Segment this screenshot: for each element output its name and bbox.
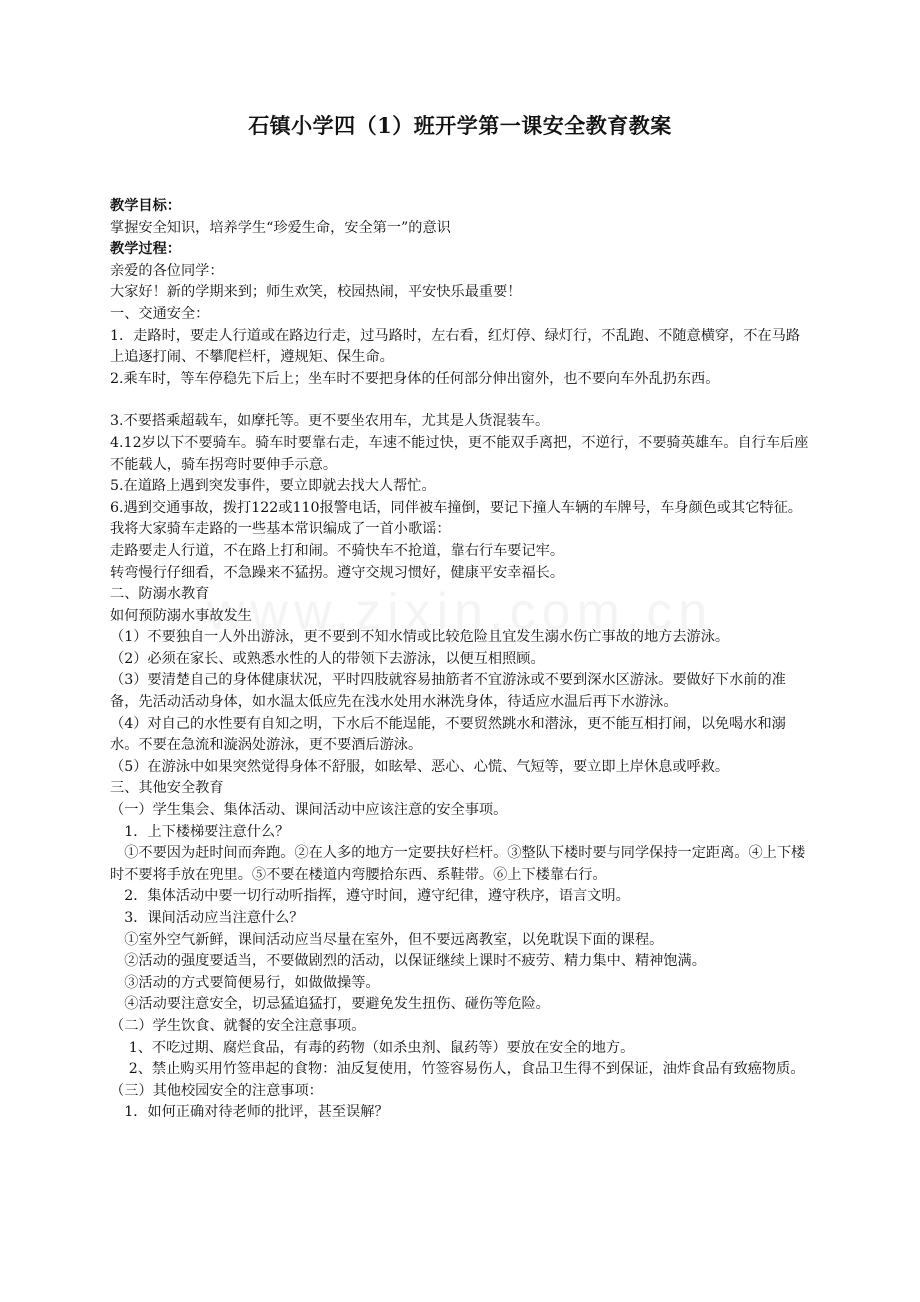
paragraph: 3．课间活动应当注意什么？ (110, 910, 304, 926)
paragraph: 1．上下楼梯要注意什么？ (110, 823, 290, 840)
paragraph: 大家好！新的学期来到；师生欢笑，校园热闹，平安快乐最重要！ (110, 284, 522, 301)
paragraph: （3）要清楚自己的身体健康状况，平时四肢就容易抽筋者不宜游泳或不要到深水区游泳。要做好下水前的准备，先活动活动身体，如水温太低应先在浅水处用水淋洗身体，待适应水温后再下水游泳。 (110, 672, 786, 711)
section-heading-other: 三、其他安全教育 (110, 780, 224, 797)
paragraph: 6.遇到交通事故，拨打122或110报警电话，同伴被车撞倒，要记下撞人车辆的车牌号，车身颜色或其它特征。我将大家骑车走路的一些基本常识编成了一首小歌谣： (110, 499, 802, 538)
paragraph: ③活动的方式要简便易行，如做做操等。 (110, 974, 380, 991)
paragraph: （一）学生集会、集体活动、课间活动中应该注意的安全事项。 (110, 802, 508, 819)
paragraph: 2．集体活动中要一切行动听指挥，遵守时间，遵守纪律，遵守秩序，语言文明。 (110, 888, 630, 905)
paragraph: 亲爱的各位同学： (110, 262, 224, 279)
paragraph: 转弯慢行仔细看，不急躁来不猛拐。遵守交规习惯好，健康平安幸福长。 (110, 564, 565, 581)
heading-teaching-process: 教学过程： (110, 241, 181, 258)
paragraph: （三）其他校园安全的注意事项： (110, 1082, 323, 1099)
paragraph: 2.乘车时，等车停稳先下后上；坐车时不要把身体的任何部分伸出窗外，也不要向车外乱扔东西。 (110, 370, 720, 387)
paragraph: ①室外空气新鲜，课间活动应当尽量在室外，但不要远离教室，以免耽误下面的课程。 (110, 931, 664, 948)
paragraph: （二）学生饮食、就餐的安全注意事项。 (110, 1017, 366, 1034)
paragraph: ②活动的强度要适当，不要做剧烈的活动，以保证继续上课时不疲劳、精力集中、精神饱满。 (110, 953, 706, 970)
paragraph: （5）在游泳中如果突然觉得身体不舒服，如眩晕、恶心、心慌、气短等，要立即上岸休息或呼救。 (110, 758, 730, 775)
paragraph: 1．走路时，要走人行道或在路边行走，过马路时，左右看，红灯停、绿灯行，不乱跑、不随意横穿，不在马路上追逐打闹、不攀爬栏杆，遵规矩、保生命。 (110, 327, 801, 366)
paragraph: 1、不吃过期、腐烂食品，有毒的药物（如杀虫剂、鼠药等）要放在安全的地方。 (110, 1039, 635, 1056)
paragraph: 掌握安全知识，培养学生“珍爱生命，安全第一”的意识 (110, 219, 451, 236)
document-body (110, 196, 812, 1124)
paragraph: ①不要因为赶时间而奔跑。②在人多的地方一定要扶好栏杆。③整队下楼时要与同学保持一定距离。④上下楼时不要将手放在兜里。⑤不要在楼道内弯腰拾东西、系鞋带。⑥上下楼靠右行。 (110, 845, 806, 883)
blank-line (110, 390, 812, 411)
paragraph: ④活动要注意安全，切忌猛追猛打，要避免发生扭伤、碰伤等危险。 (110, 996, 550, 1013)
paragraph: 如何预防溺水事故发生 (110, 607, 252, 624)
paragraph: 3.不要搭乘超载车，如摩托等。更不要坐农用车，尤其是人货混装车。 (110, 413, 550, 430)
section-heading-drowning: 二、防溺水教育 (110, 586, 210, 603)
paragraph: 4.12岁以下不要骑车。骑车时要靠右走，车速不能过快，更不能双手离把，不逆行，不要骑英雄车。自行车后座不能载人，骑车拐弯时要伸手示意。 (110, 434, 809, 473)
paragraph: 2、禁止购买用竹签串起的食物：油反复使用，竹签容易伤人，食品卫生得不到保证，油炸食品有致癌物质。 (110, 1061, 805, 1078)
paragraph: 1．如何正确对待老师的批评，甚至误解？ (110, 1104, 389, 1121)
paragraph: （1）不要独自一人外出游泳，更不要到不知水情或比较危险且宜发生溺水伤亡事故的地方去游泳。 (110, 629, 730, 646)
paragraph: 5.在道路上遇到突发事件，要立即就去找大人帮忙。 (110, 478, 436, 495)
heading-teaching-goal: 教学目标： (110, 198, 181, 214)
paragraph: （2）必须在家长、或熟悉水性的人的带领下去游泳，以便互相照顾。 (110, 650, 545, 667)
document-title: 石镇小学四（1）班开学第一课安全教育教案 (248, 113, 672, 138)
paragraph: （4）对自己的水性要有自知之明，下水后不能逞能，不要贸然跳水和潜泳，更不能互相打闹，以免喝水和溺水。不要在急流和漩涡处游泳，更不要酒后游泳。 (110, 715, 786, 754)
paragraph: 走路要走人行道，不在路上打和闹。不骑快车不抢道，靠右行车要记牢。 (110, 542, 565, 559)
section-heading-traffic: 一、交通安全： (110, 305, 210, 322)
